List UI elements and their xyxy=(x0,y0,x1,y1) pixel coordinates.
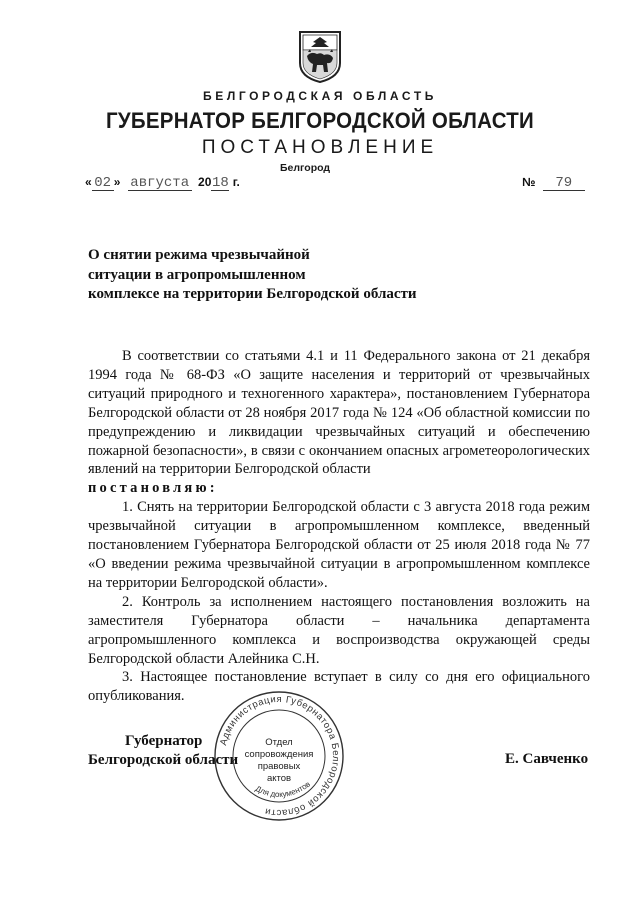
resolve-word: постановляю: xyxy=(88,480,218,497)
region-heading: БЕЛГОРОДСКАЯ ОБЛАСТЬ xyxy=(203,89,437,103)
stamp-center-line: сопровождения xyxy=(244,749,314,760)
date-year-unit: г. xyxy=(232,175,240,189)
stamp-ring-text: Администрация Губернатора Белгородской области xyxy=(218,693,342,819)
quote-open: « xyxy=(85,175,92,189)
document-body xyxy=(88,347,590,706)
document-title xyxy=(88,246,448,305)
city-label: Белгород xyxy=(280,162,331,174)
item-paragraph: 1. Снять на территории Белгородской области с 3 августа 2018 года режим чрезвычайной ситуации в агропромышленном комплексе, введенный постановлением Губернатора Белгородской области от 25 июля 2018 года № 77 «О введении режима чрезвычайной ситуации в агропромышленном комплексе на территории Белгородской области». xyxy=(88,499,590,591)
date-month: августа xyxy=(128,177,192,191)
date-field xyxy=(85,175,240,191)
number-label: № xyxy=(522,175,536,189)
stamp-center-line: Отдел xyxy=(265,737,293,748)
date-day: 02 xyxy=(92,177,114,191)
position-line: Губернатор xyxy=(125,733,203,749)
stamp-center-line: правовых xyxy=(257,761,301,772)
position-line: Белгородской области xyxy=(88,752,239,768)
title-line: О снятии режима чрезвычайной xyxy=(88,247,310,263)
number-field xyxy=(522,175,585,191)
stamp-bottom-text: Для документов xyxy=(253,779,312,800)
date-year-prefix: 20 xyxy=(198,175,212,189)
quote-close: » xyxy=(113,175,124,189)
title-line: комплексе на территории Белгородской области xyxy=(88,286,417,302)
item-paragraph: 3. Настоящее постановление вступает в силу со дня его официального опубликования. xyxy=(88,669,590,705)
date-year-suffix: 18 xyxy=(212,175,229,191)
governor-heading: ГУБЕРНАТОР БЕЛГОРОДСКОЙ ОБЛАСТИ xyxy=(105,108,535,133)
item-paragraph: 2. Контроль за исполнением настоящего постановления возложить на заместителя Губернатора области – начальника департамента агропромышленного комплекса и воспроизводства окружающей среды Белгородской области Алейника С.Н. xyxy=(88,593,590,667)
title-line: ситуации в агропромышленном xyxy=(88,266,306,283)
intro-paragraph: В соответствии со статьями 4.1 и 11 Федерального закона от 21 декабря 1994 года № 68-ФЗ «О защите населения и территорий от чрезвычайных ситуаций природного и техногенного характера», постановлением Губернатора Белгородской области от 28 ноября 2017 года № 124 «Об областной комиссии по предупреждению и ликвидации чрезвычайных ситуаций и обеспечению пожарной безопасности», в связи с окончанием опасных агрометеорологических явлений на территории Белгородской области xyxy=(88,348,590,478)
signatory-name: Е. Савченко xyxy=(505,751,589,767)
coat-of-arms-icon xyxy=(297,30,343,84)
document-number: 79 xyxy=(543,177,585,191)
stamp-center-line: актов xyxy=(266,773,292,784)
official-stamp xyxy=(213,690,345,822)
document-type-heading: ПОСТАНОВЛЕНИЕ xyxy=(201,137,439,158)
